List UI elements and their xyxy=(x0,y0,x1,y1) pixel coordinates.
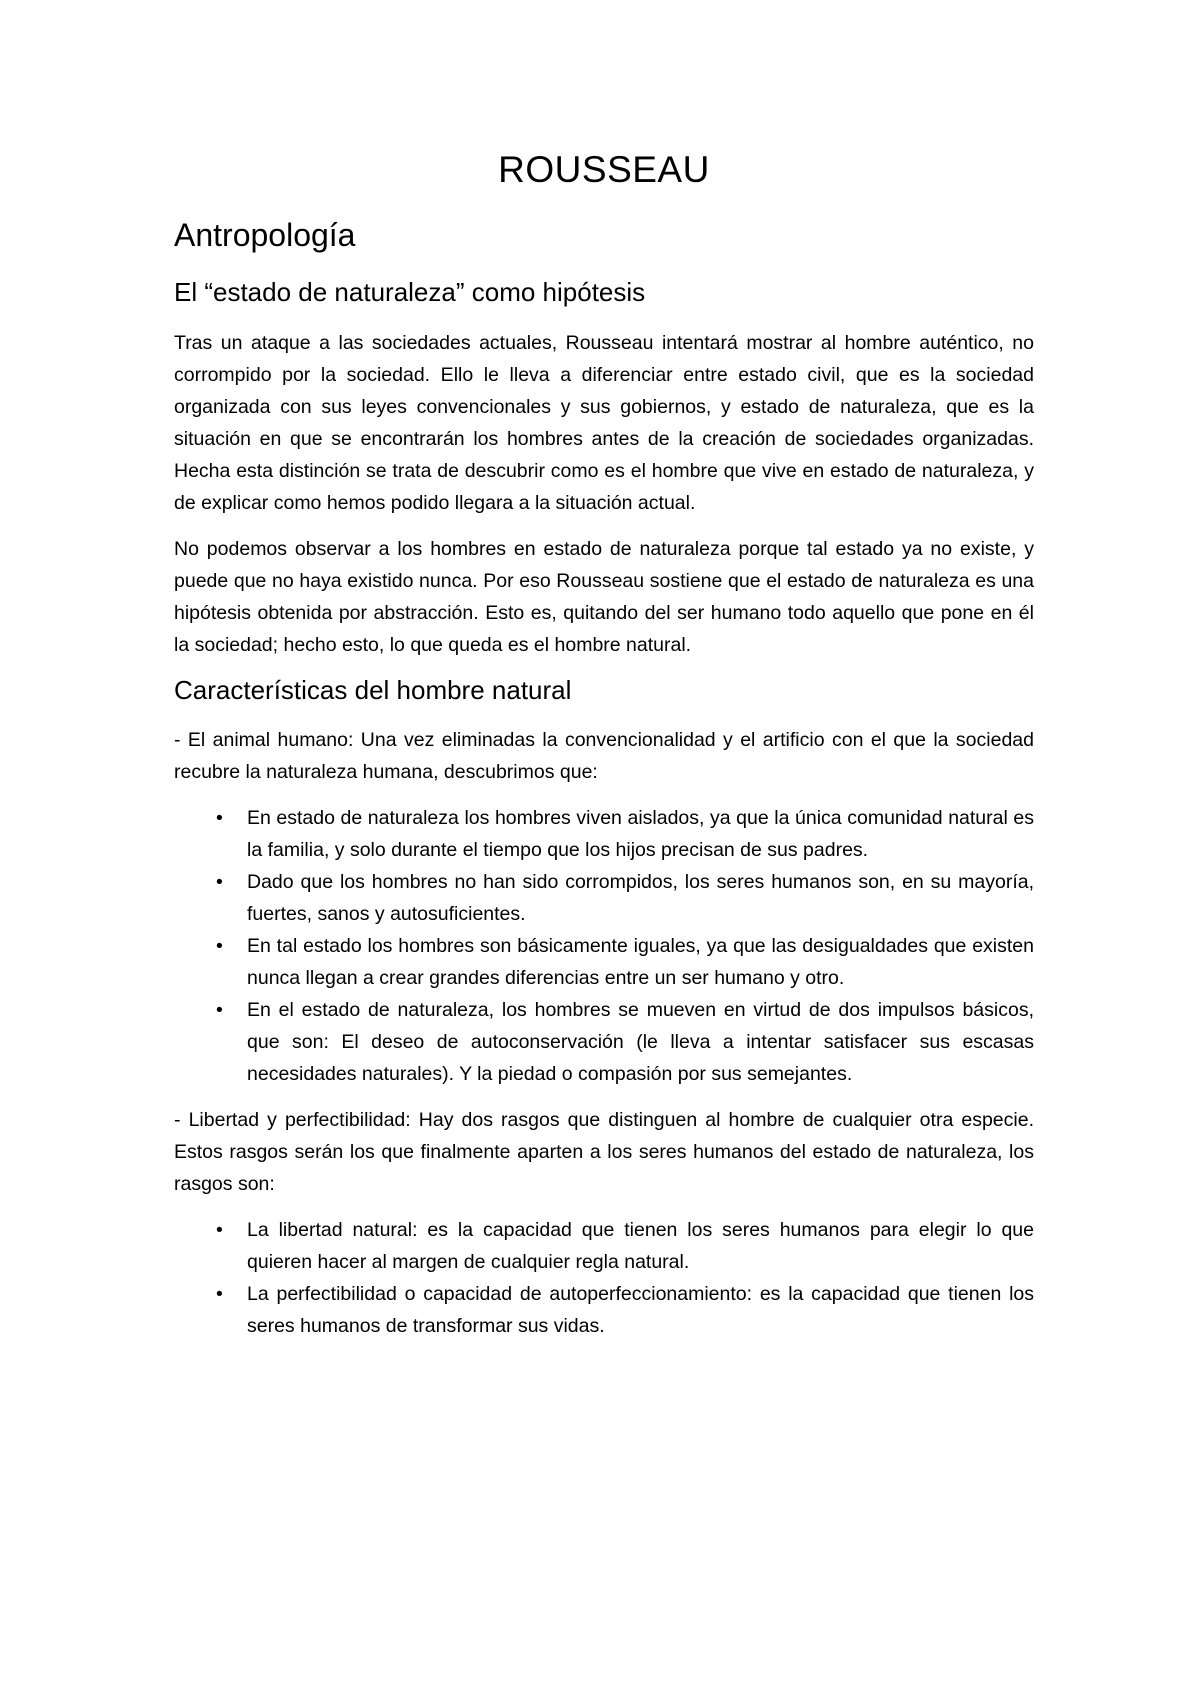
list-item xyxy=(174,802,1034,866)
paragraph: Tras un ataque a las sociedades actuales, Rousseau intentará mostrar al hombre auténtico, no corrompido por la sociedad. Ello le lleva a diferenciar entre estado civil, que es la sociedad organizada con sus leyes convencionales y sus gobiernos, y estado de naturaleza, que es la situación en que se encontrarán los hombres antes de la creación de sociedades organizadas. Hecha esta distinción se trata de descubrir como es el hombre que vive en estado de naturaleza, y de explicar como hemos podido llegara a la situación actual. xyxy=(174,331,1034,514)
section-heading: Antropología xyxy=(174,216,356,253)
paragraph: No podemos observar a los hombres en estado de naturaleza porque tal estado ya no existe, y puede que no haya existido nunca. Por eso Rousseau sostiene que el estado de naturaleza es una hipótesis obtenida por abstracción. Esto es, quitando del ser humano todo aquello que pone en él la sociedad; hecho esto, lo que queda es el hombre natural. xyxy=(174,537,1034,656)
bullet-icon: • xyxy=(216,870,223,893)
list-item xyxy=(174,1214,1034,1278)
list-item-text: En tal estado los hombres son básicamente iguales, ya que las desigualdades que existen nunca llegan a crear grandes diferencias entre un ser humano y otro. xyxy=(247,934,1034,989)
list-item xyxy=(174,994,1034,1090)
bullet-icon: • xyxy=(216,998,223,1021)
bullet-list-libertad xyxy=(174,1214,1034,1342)
bullet-icon: • xyxy=(216,1282,223,1305)
list-item-text: La perfectibilidad o capacidad de autoperfeccionamiento: es la capacidad que tienen los seres humanos de transformar sus vidas. xyxy=(247,1282,1034,1337)
list-item xyxy=(174,866,1034,930)
paragraph: - El animal humano: Una vez eliminadas la convencionalidad y el artificio con el que la sociedad recubre la naturaleza humana, descubrimos que: xyxy=(174,728,1034,783)
subsection-heading-caracteristicas: Características del hombre natural xyxy=(174,674,572,705)
list-item-text: Dado que los hombres no han sido corrompidos, los seres humanos son, en su mayoría, fuertes, sanos y autosuficientes. xyxy=(247,870,1034,925)
document-title: ROUSSEAU xyxy=(498,149,710,190)
list-item xyxy=(174,930,1034,994)
list-item xyxy=(174,1278,1034,1342)
list-item-text: La libertad natural: es la capacidad que tienen los seres humanos para elegir lo que quieren hacer al margen de cualquier regla natural. xyxy=(247,1218,1034,1273)
list-item-text: En el estado de naturaleza, los hombres se mueven en virtud de dos impulsos básicos, que son: El deseo de autoconservación (le lleva a intentar satisfacer sus escasas necesidades naturales). Y la piedad o compasión por sus semejantes. xyxy=(247,998,1034,1085)
paragraph: - Libertad y perfectibilidad: Hay dos rasgos que distinguen al hombre de cualquier otra especie. Estos rasgos serán los que finalmente aparten a los seres humanos del estado de naturaleza, los rasgos son: xyxy=(174,1108,1034,1195)
bullet-icon: • xyxy=(216,934,223,957)
list-item-text: En estado de naturaleza los hombres viven aislados, ya que la única comunidad natural es la familia, y solo durante el tiempo que los hijos precisan de sus padres. xyxy=(247,806,1034,861)
bullet-list-animal-humano xyxy=(174,802,1034,1090)
subsection-heading-estado-naturaleza: El “estado de naturaleza” como hipótesis xyxy=(174,277,646,308)
bullet-icon: • xyxy=(216,806,223,829)
document-body xyxy=(174,150,1034,1356)
bullet-icon: • xyxy=(216,1218,223,1241)
